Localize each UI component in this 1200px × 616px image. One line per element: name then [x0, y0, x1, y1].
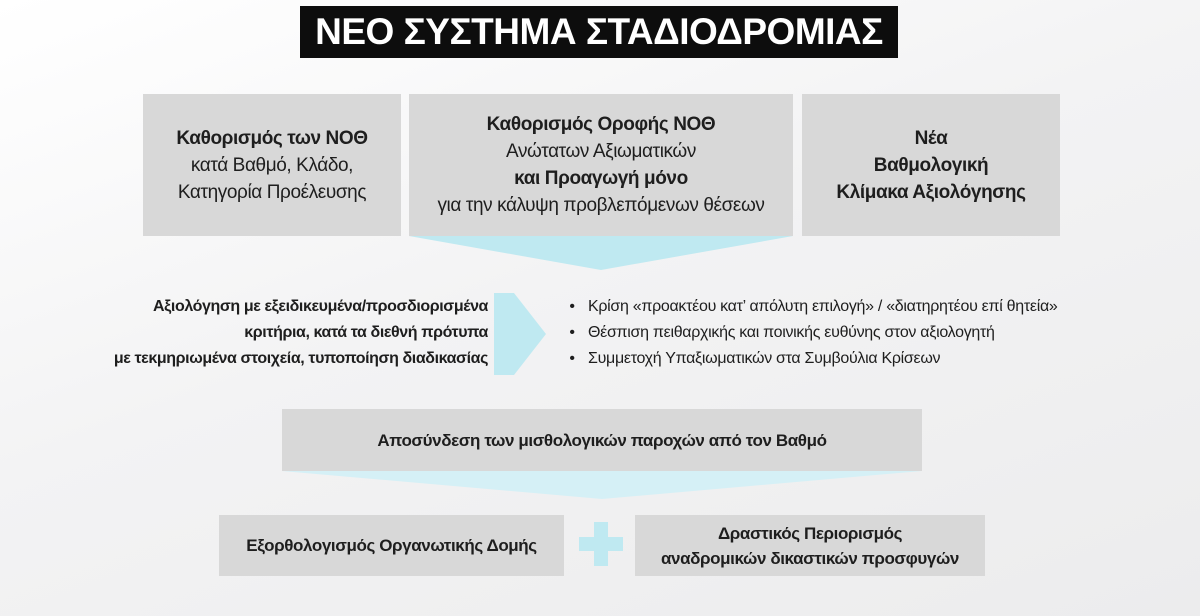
- box-organizational-structure: [219, 515, 564, 576]
- bullet-text: Θέσπιση πειθαρχικής και ποινικής ευθύνης στον αξιολογητή: [588, 324, 995, 341]
- box-5-text: Εξορθολογισμός Οργανωτικής Δομής: [246, 536, 537, 555]
- box-6-line-2: αναδρομικών δικαστικών προσφυγών: [660, 548, 959, 568]
- plus-icon: [579, 522, 623, 566]
- box-3-line-1: Νέα: [914, 127, 948, 149]
- box-2-line-1: Καθορισμός Οροφής ΝΟΘ: [486, 114, 716, 135]
- box-6-line-1: Δραστικός Περιορισμός: [717, 523, 903, 543]
- bullet-dot: •: [569, 350, 575, 367]
- bullet-dot: •: [569, 324, 575, 341]
- bullet-item: [562, 320, 1192, 346]
- box-1-line-3: Κατηγορία Προέλευσης: [177, 181, 367, 203]
- bullet-item: [562, 346, 1192, 372]
- box-noth-ceiling: [409, 94, 793, 236]
- box-grading-scale: [802, 94, 1060, 236]
- chevron-down-icon: [409, 236, 793, 270]
- bullet-item: [562, 294, 1192, 320]
- box-court-appeals-limit: [635, 515, 985, 576]
- evaluation-line-3: με τεκμηριωμένα στοιχεία, τυποποίηση διαδικασίας: [113, 350, 488, 367]
- page-title: ΝΕΟ ΣΥΣΤΗΜΑ ΣΤΑΔΙΟΔΡΟΜΙΑΣ: [300, 6, 898, 58]
- box-1-line-2: κατά Βαθμό, Κλάδο,: [190, 154, 354, 176]
- box-2-line-4: για την κάλυψη προβλεπόμενων θέσεων: [437, 195, 765, 216]
- evaluation-bullets: [562, 294, 1192, 372]
- box-2-line-2: Ανώτατων Αξιωματικών: [506, 141, 696, 162]
- box-2-line-3: και Προαγωγή μόνο: [514, 168, 688, 189]
- box-3-line-3: Κλίμακα Αξιολόγησης: [836, 181, 1026, 203]
- bullet-text: Συμμετοχή Υπαξιωματικών στα Συμβούλια Κρίσεων: [588, 350, 941, 367]
- bullet-text: Κρίση «προακτέου κατ’ απόλυτη επιλογή» / «διατηρητέου επί θητεία»: [588, 298, 1058, 315]
- box-1-line-1: Καθορισμός των ΝΟΘ: [176, 127, 368, 149]
- evaluation-line-1: Αξιολόγηση με εξειδικευμένα/προσδιορισμένα: [153, 298, 488, 315]
- box-4-text: Αποσύνδεση των μισθολογικών παροχών από τον Βαθμό: [377, 430, 827, 450]
- box-noth-definition: [143, 94, 401, 236]
- bullet-dot: •: [569, 298, 575, 315]
- box-salary-decoupling: [282, 409, 922, 471]
- evaluation-text: [20, 294, 488, 372]
- chevron-right-icon: [494, 293, 546, 375]
- evaluation-line-2: κριτήρια, κατά τα διεθνή πρότυπα: [244, 324, 488, 341]
- chevron-down-icon: [282, 471, 922, 499]
- box-3-line-2: Βαθμολογική: [873, 154, 989, 176]
